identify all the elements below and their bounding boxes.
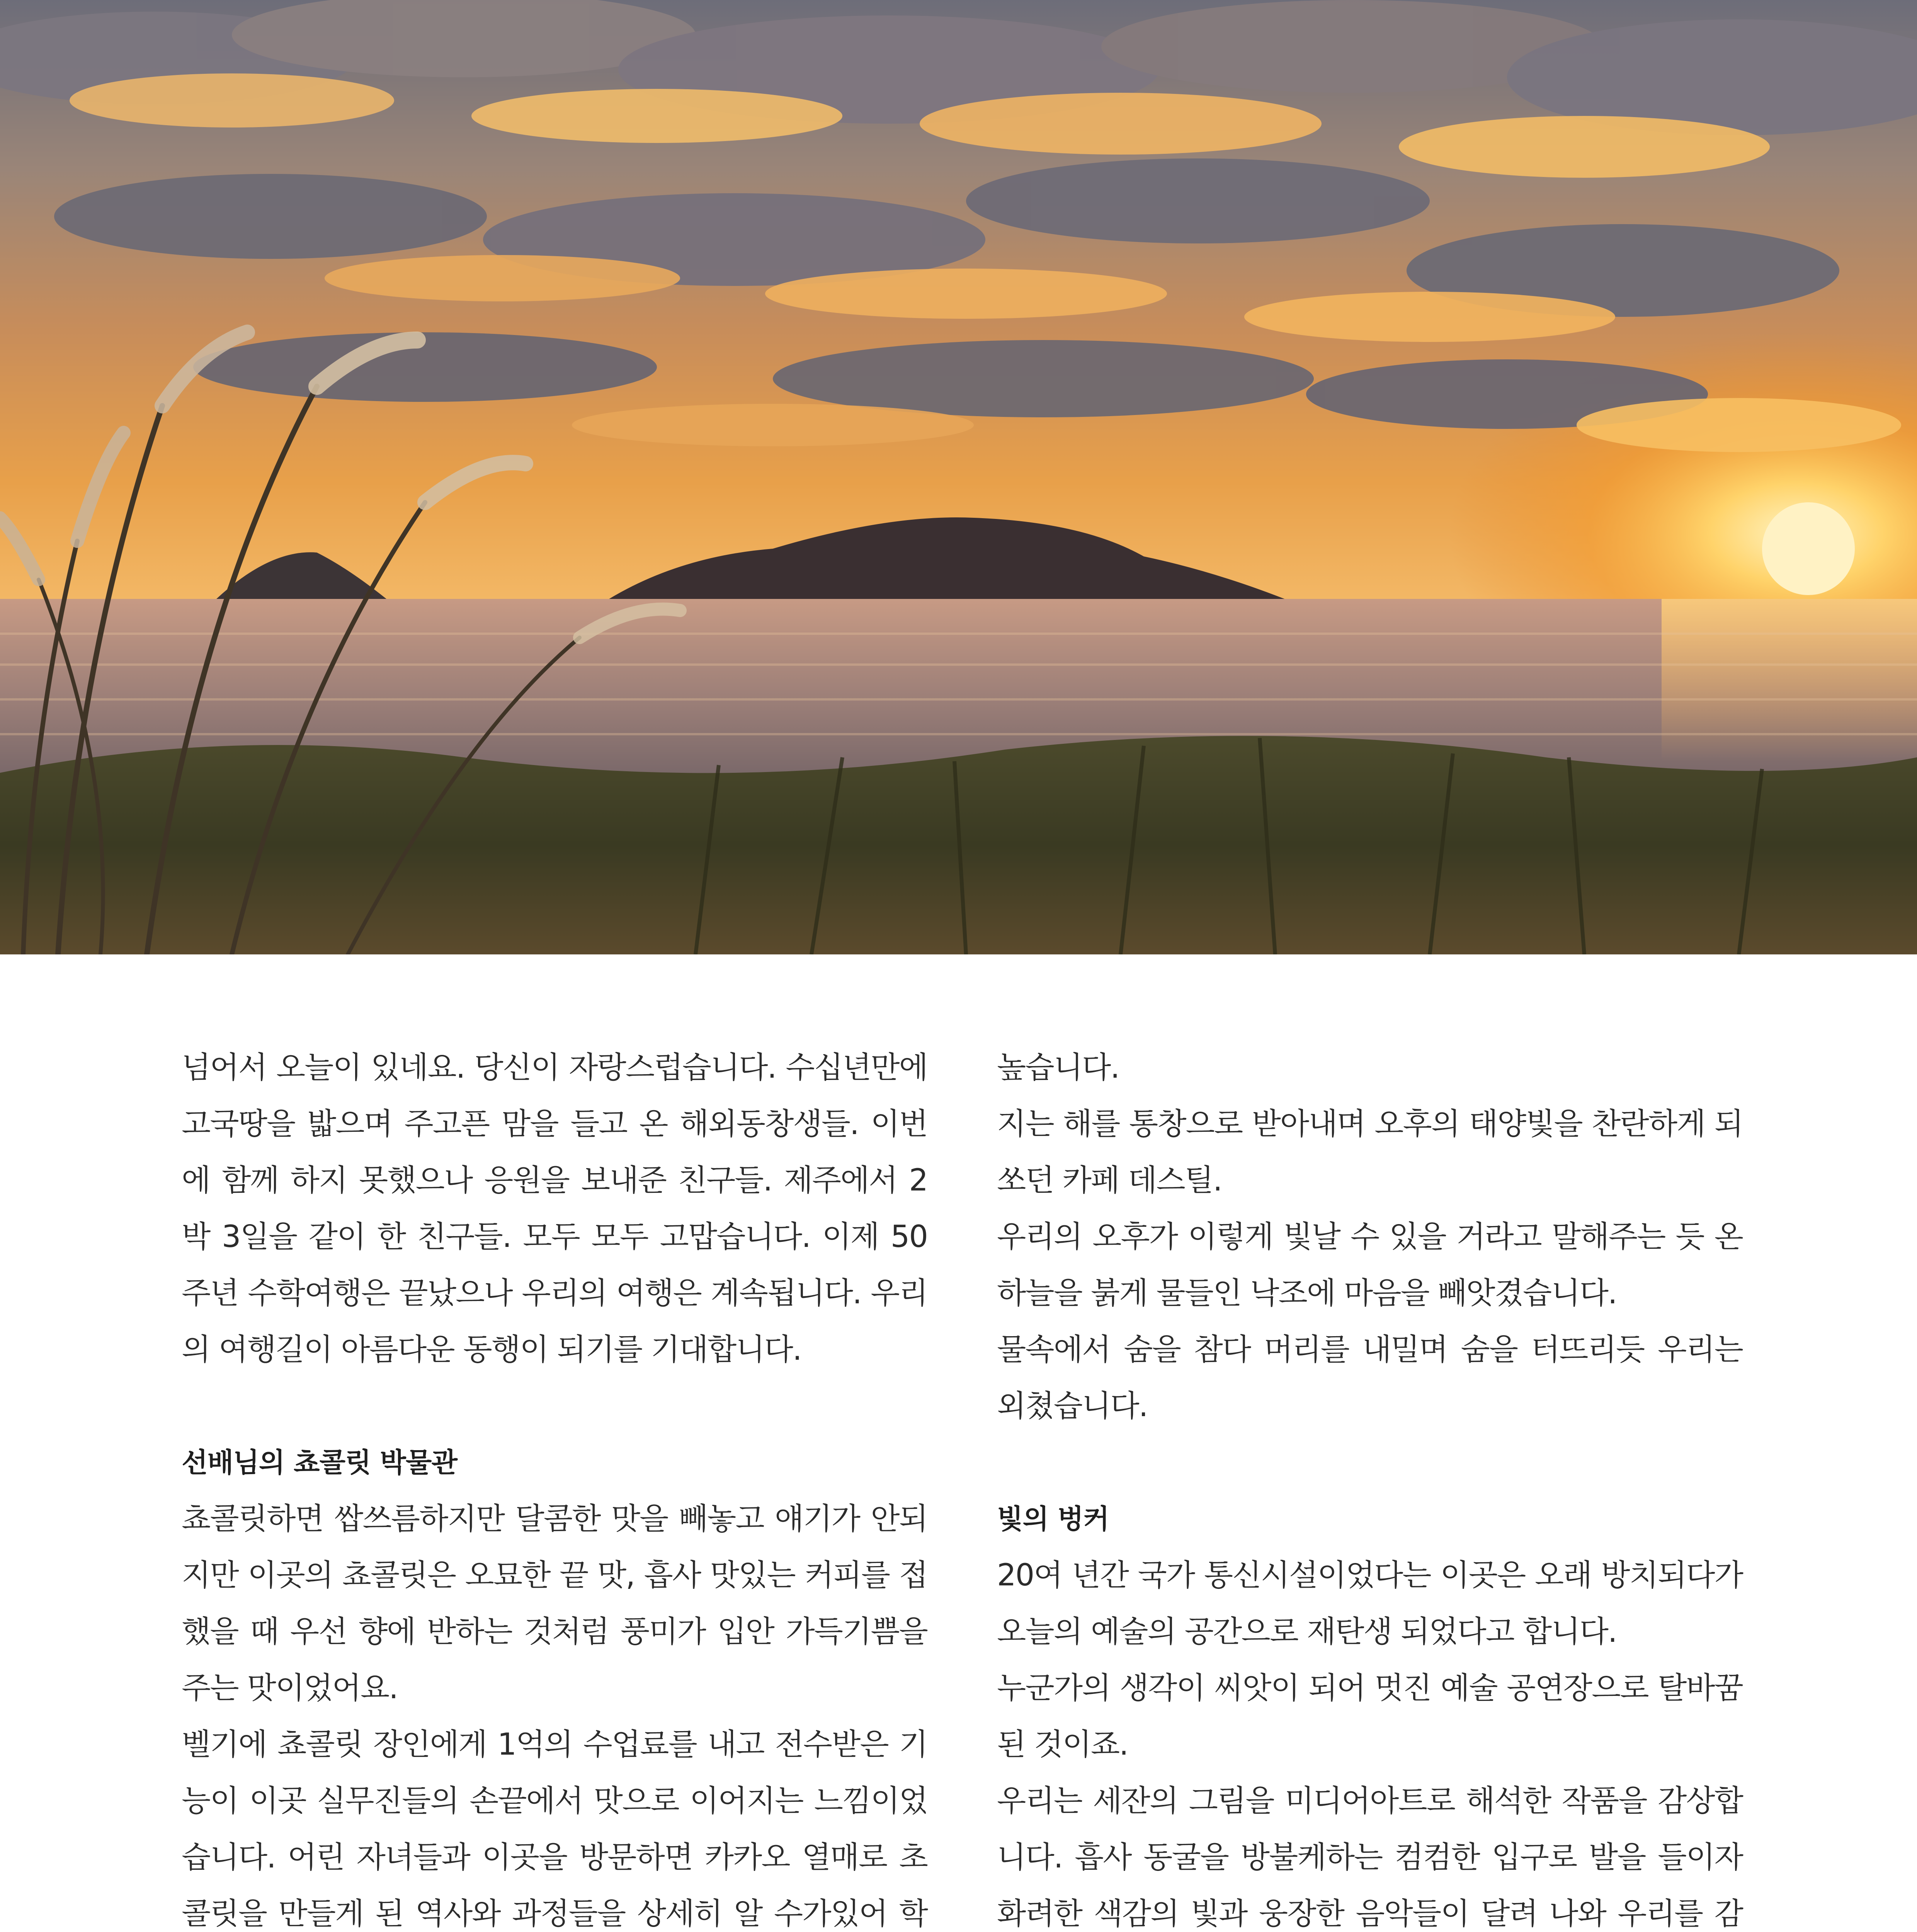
right-column <box>997 1039 1743 1932</box>
sunset-seascape-illustration <box>0 0 1917 954</box>
left-column <box>182 1039 927 1932</box>
hero-photo <box>0 0 1917 954</box>
section-heading-chocolate-museum: 선배님의 쵸콜릿 박물관 <box>182 1447 457 1478</box>
section-heading-light-bunker: 빛의 벙커 <box>997 1503 1109 1535</box>
bunker-paragraph-3: 우리는 세잔의 그림을 미디어아트로 해석한 작품을 감상합니다. 흡사 동굴을 방불케하는 컴컴한 입구로 발을 들이자 화려한 색감의 빛과 웅장한 음악들이 달려 나와 우리를 감 <box>997 1784 1743 1931</box>
continued-paragraph-4: 물속에서 숨을 참다 머리를 내밀며 숨을 터뜨리듯 우리는 외쳤습니다. <box>997 1332 1743 1423</box>
intro-paragraph: 넘어서 오늘이 있네요. 당신이 자랑스럽습니다. 수십년만에 고국땅을 밟으며 주고픈 맘을 들고 온 해외동창생들. 이번에 함께 하지 못했으나 응원을 보내준 친구들. 제주에서 2박 3일을 같이 한 친구들. 모두 모두 고맙습니다. 이제 50주년 수학여행은 끝났으나 우리의 여행은 계속됩니다. 우리의 여행길이 아름다운 동행이 되기를 기대합니다. <box>182 1050 927 1367</box>
continued-paragraph-3: 우리의 오후가 이렇게 빛날 수 있을 거라고 말해주는 듯 온하늘을 붉게 물들인 낙조에 마음을 빼앗겼습니다. <box>997 1219 1743 1311</box>
continued-paragraph-2: 지는 해를 통창으로 받아내며 오후의 태양빛을 찬란하게 되쏘던 카페 데스틸. <box>997 1107 1743 1198</box>
chocolate-paragraph-2: 벨기에 쵸콜릿 장인에게 1억의 수업료를 내고 전수받은 기능이 이곳 실무진들의 손끝에서 맛으로 이어지는 느낌이었습니다. 어린 자녀들과 이곳을 방문하면 카카오 열매로 초콜릿을 만들게 된 역사와 과정들을 상세히 알 수가있어 학 <box>182 1727 927 1931</box>
chocolate-paragraph-1: 쵸콜릿하면 쌉쓰름하지만 달콤한 맛을 빼놓고 얘기가 안되지만 이곳의 쵸콜릿은 오묘한 끝 맛, 흡사 맛있는 커피를 접했을 때 우선 향에 반하는 것처럼 풍미가 입안 가득기쁨을 주는 맛이었어요. <box>182 1502 927 1706</box>
bunker-paragraph-2: 누군가의 생각이 씨앗이 되어 멋진 예술 공연장으로 탈바꿈 된 것이죠. <box>997 1671 1743 1762</box>
bunker-paragraph-1: 20여 년간 국가 통신시설이었다는 이곳은 오래 방치되다가 오늘의 예술의 공간으로 재탄생 되었다고 합니다. <box>997 1558 1743 1649</box>
continued-paragraph-1: 높습니다. <box>997 1050 1119 1085</box>
